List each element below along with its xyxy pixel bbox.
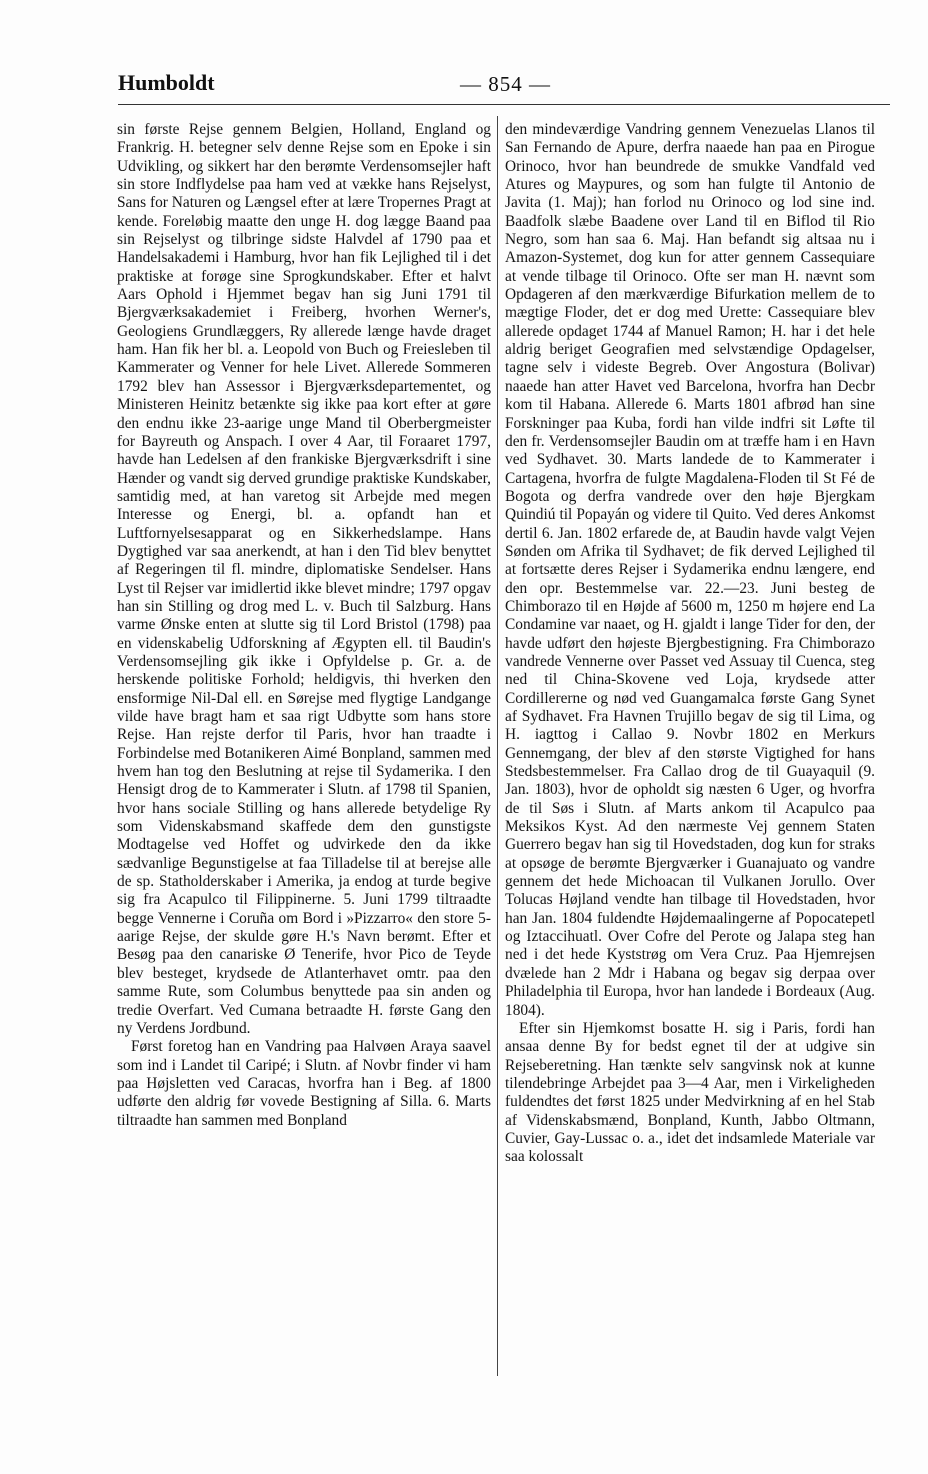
- paragraph: Efter sin Hjemkomst bosatte H. sig i Paris, fordi han ansaa denne By for bedst egnet til der at udgive sin Rejseberetning. Han tænkte selv sangvinsk nok at kunne tilendebringe Arbejdet paa 3—4 Aar, men i Virkeligheden fuldendtes det først 1825 under Medvirkning af en hel Stab af Videnskabsmænd, Bonpland, Kunth, Jabbo Oltmann, Cuvier, Gay-Lussac o. a., idet det indsamlede Materiale var saa kolossalt: [505, 1019, 875, 1166]
- page-number: — 854 —: [460, 72, 551, 96]
- column-divider: [497, 116, 498, 1376]
- paragraph: sin første Rejse gennem Belgien, Holland, England og Frankrig. H. betegner selv denne Rejse som en Epoke i sin Udvikling, og sikkert har den berømte Verdensomsejler haft sin store Indflydelse paa ham ved at vække hans Rejselyst, Sans for Naturen og Længsel efter at lære Tropernes Pragt at kende. Foreløbig maatte den unge H. dog lægge Baand paa sin Rejselyst og tilbringe sidste Halvdel af 1790 paa et Handelsakademi i Hamburg, hvor han fik Lejlighed til i det praktiske at forøge sine Sprogkundskaber. Efter et halvt Aars Ophold i Hjemmet begav han sig Juni 1791 til Bjergværksakademiet i Freiberg, hvorhen Werner's, Geologiens Grundlæggers, Ry allerede længe havde draget ham. Han fik her bl. a. Leopold von Buch og Freiesleben til Kammerater og Venner for hele Livet. Allerede Sommeren 1792 blev han Assessor i Bjergværksdepartementet, og Ministeren Heinitz betænkte sig ikke paa kort efter at gøre den endnu ikke 23-aarige unge Mand til Oberbergmeister for Bayreuth og Anspach. I over 4 Aar, til Foraaret 1797, havde han Ledelsen af den frankiske Bjergværksdrift i sine Hænder og vandt sig derved grundige praktiske Kundskaber, samtidig med, at han varetog sit Arbejde med megen Interesse og Energi, bl. a. opfandt han et Luftfornyelsesapparat og en Sikkerhedslampe. Hans Dygtighed var saa anerkendt, at han i den Tid blev benyttet af Regeringen til fl. mindre, diplomatiske Sendelser. Hans Lyst til Rejser var imidlertid ikke blevet mindre; 1797 opgav han sin Stilling og drog med L. v. Buch til Salzburg. Hans varme Ønske enten at slutte sig til Lord Bristol (1798) paa en videnskabelig Udforskning af Ægypten ell. til Baudin's Verdensomsejling gik ikke i Opfyldelse p. Gr. a. de herskende politiske Forhold; heldigvis, thi hverken den ensformige Nil-Dal ell. en Sørejse med flygtige Landgange vilde have bragt ham et saa rigt Udbytte som hans store Rejse. Han rejste derfor til Paris, hvor han traadte i Forbindelse med Botanikeren Aimé Bonpland, sammen med hvem han tog den Beslutning at rejse til Sydamerika. I den Hensigt drog de to Kammerater i Slutn. af 1798 til Spanien, hvor hans sociale Stilling og hans allerede betydelige Ry som Videnskabsmand skaffede dem den gunstigste Modtagelse ved Hoffet og udvirkede den da ikke sædvanlige Begunstigelse at faa Tilladelse til at berejse alle de sp. Statholderskaber i Amerika, ja endog at turde begive sig fra Acapulco til Filippinerne. 5. Juni 1799 tiltraadte begge Vennerne i Coruña om Bord i »Pizzarro« den store 5-aarige Rejse, der skulde gøre H.'s Navn berømt. Efter et Besøg paa den canariske Ø Tenerife, hvor Pico de Teyde blev besteget, krydsede de Atlanterhavet omtr. paa den samme Rute, som Columbus benyttede paa sin anden og tredie Overfart. Ved Cumana betraadte H. første Gang den ny Verdens Jordbund.: [117, 121, 492, 1037]
- header-rule: [118, 104, 890, 105]
- paragraph: Først foretog han en Vandring paa Halvøen Araya saavel som ind i Landet til Caripé; i Slutn. af Novbr finder vi ham paa Højsletten ved Caracas, hvorfra han i Beg. af 1800 udførte den aldrig før vovede Bestigning af Silla. 6. Marts tiltraadte han sammen med Bonpland: [117, 1038, 491, 1129]
- running-head: [118, 70, 888, 104]
- paragraph: den mindeværdige Vandring gennem Venezuelas Llanos til San Fernando de Apure, derfra naaede han paa en Pirogue Orinoco, hvor han beundrede de smukke Vandfald ved Atures og Maypures, og som han fulgte til Antonio de Javita (1. Maj); han forlod nu Orinoco og lod sine ind. Baadfolk slæbe Baadene over Land til en Biflod til Rio Negro, som han saa 6. Maj. Han befandt sig altsaa nu i Amazon-Systemet, dog kun for atter gennem Cassequiare at vende tilbage til Orinoco. Ofte ser man H. nævnt som Opdageren af den mærkværdige Bifurkation mellem de to mægtige Floder, det er dog med Urette: Cassequiare blev allerede opdaget 1744 af Manuel Ramon; H. har i det hele aldrig beriget Geografien med selvstændige Opdagelser, tagne selv i videste Begreb. Over Angostura (Bolivar) naaede han atter Havet ved Barcelona, hvorfra han Decbr kom til Habana. Allerede 6. Marts 1801 afbrød han sine Forskninger paa Kuba, fordi han vilde indfri sit Løfte til den fr. Verdensomsejler Baudin om at træffe ham i en Havn ved Sydhavet. 30. Marts landede de to Kammerater i Cartagena, hvorfra de fulgte Magdalena-Floden til St Fé de Bogota og derfra vandrede over den høje Bjergkam Quindiú til Popayán og videre til Quito. Ved deres Ankomst dertil 6. Jan. 1802 erfarede de, at Baudin havde valgt Vejen Sønden om Afrika til Sydhavet; de fik derved Lejlighed til at fortsætte deres Rejser i Sydamerika endnu længere, end den opr. Bestemmelse var. 22.—23. Juni besteg de Chimborazo til en Højde af 5600 m, 1250 m højere end La Condamine var naaet, og H. gjaldt i lange Tider for den, der havde udført den højeste Bjergbestigning. Fra Chimborazo vandrede Vennerne over Passet ved Assuay til Cuenca, steg ned til China-Skovene ved Loja, krydsede atter Cordillererne og nød ved Guangamalca første Gang Synet af Sydhavet. Fra Havnen Trujillo begav de sig til Lima, og H. iagttog i Callao 9. Novbr 1802 en Merkurs Gennemgang, der blev af den største Vigtighed for hans Stedsbestemmelser. Fra Callao drog de til Guayaquil (9. Jan. 1803), hvor de opholdt sig næsten 6 Uger, og hvorfra de til Søs i Slutn. af Marts ankom til Acapulco paa Meksikos Kyst. Ad den nærmeste Vej gennem Staten Guerrero begav han sig til Hovedstaden, dog kun for straks at opsøge de berømte Bjergværker i Guanajuato og vandre gennem det hede Michoacan til Vulkanen Jorullo. Over Tolucas Højland vendte han tilbage til Hovedstaden, hvor han Jan. 1804 fuldendte Højdemaalingerne af Popocatepetl og Iztaccihuatl. Over Cofre del Perote og Jalapa steg han ned i det hede Kyststrøg om Vera Cruz. Paa Hjemrejsen dvælede han 2 Mdr i Habana og begav sig derpaa over Philadelphia til Europa, hvor han landede i Bordeaux (Aug. 1804).: [505, 121, 875, 1019]
- right-column: [505, 121, 875, 1167]
- left-column: [117, 121, 491, 1130]
- running-head-word: Humboldt: [118, 70, 215, 95]
